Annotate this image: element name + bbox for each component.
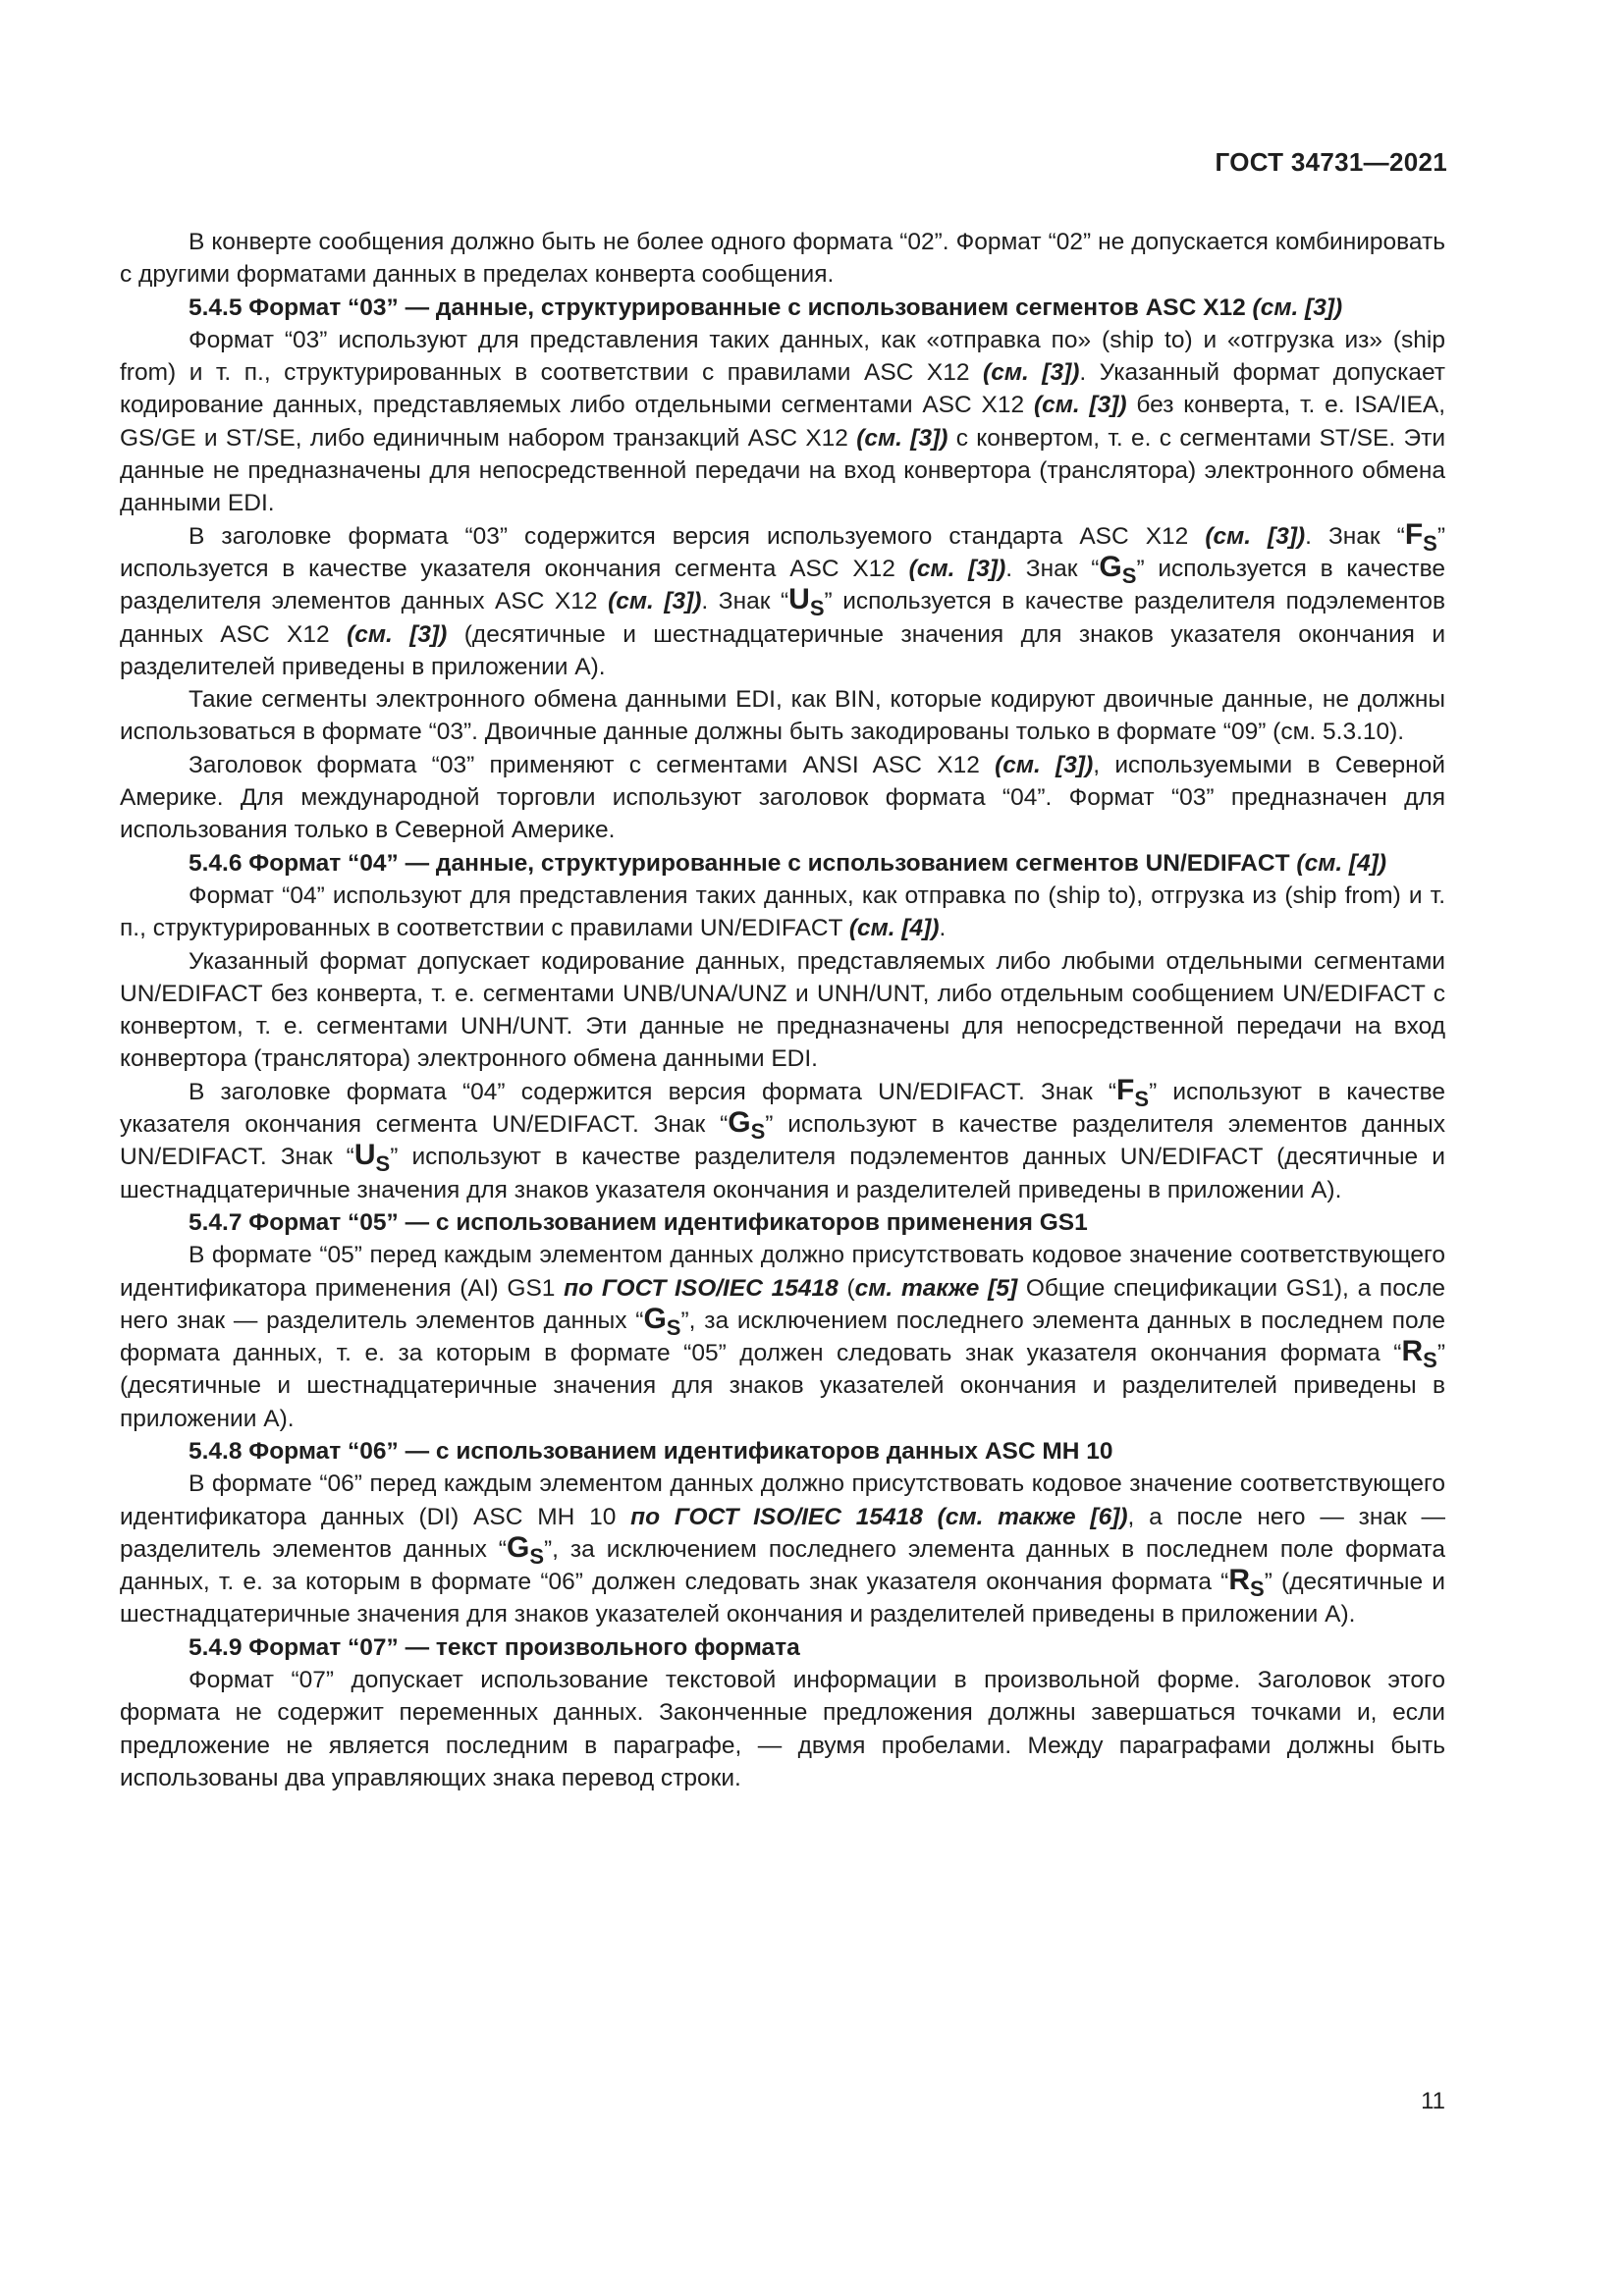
body-paragraph — [120, 749, 1445, 847]
text-run: , а после него — знак — разделитель элементов данных “ — [120, 1503, 1445, 1563]
text-run: В заголовке формата “03” содержится версия используемого стандарта ASC X12 — [189, 522, 1206, 550]
text-run: В конверте сообщения должно быть не более одного формата “02”. Формат “02” не допускается комбинировать с другими форматами данных в пределах конверта сообщения. — [120, 229, 1445, 289]
text-run: , используемыми в Северной Америке. Для международной торговли используют заголовок формата “04”. Формат “03” предназначен для использования только в Северной Америке. — [120, 751, 1445, 844]
body-paragraph — [120, 683, 1445, 749]
text-run: Формат “04” используют для представления таких данных, как отправка по (ship to), отгрузка из (ship from) и т. п., структурированных в соответствии с правилами UN/EDIFACT — [120, 881, 1445, 942]
text-run: ” используют в качестве разделителя элементов данных UN/EDIFACT. Знак “ — [120, 1111, 1445, 1171]
reference-emphasis: (см. [3]) — [1033, 392, 1127, 419]
control-character-letter: R — [1228, 1564, 1250, 1597]
body-paragraph — [120, 1664, 1445, 1794]
text-run: . Знак “ — [1305, 522, 1405, 550]
section-heading — [120, 1435, 1445, 1468]
body-paragraph — [120, 324, 1445, 520]
text-run: 5.4.8 Формат “06” — с использованием идентификаторов данных ASC MH 10 — [189, 1437, 1113, 1465]
body-paragraph — [120, 1239, 1445, 1435]
text-run: . Знак “ — [1005, 555, 1100, 582]
control-character-letter: G — [643, 1302, 667, 1335]
reference-emphasis: (см. [3]) — [908, 555, 1006, 582]
control-character-letter: G — [1099, 550, 1122, 583]
reference-emphasis: (см. [3]) — [995, 751, 1094, 778]
text-run: В формате “06” перед каждым элементом данных должно присутствовать кодовое значение соответствующего идентификатора данных (DI) ASC MH 10 — [120, 1470, 1445, 1530]
control-character-subscript: S — [1250, 1576, 1265, 1602]
control-character-symbol — [1099, 550, 1137, 588]
section-heading — [120, 847, 1445, 880]
standard-designation: ГОСТ 34731—2021 — [1215, 147, 1447, 177]
text-run: Заголовок формата “03” применяют с сегментами ANSI ASC X12 — [189, 751, 996, 778]
control-character-letter: F — [1116, 1073, 1135, 1106]
text-run: ( — [838, 1274, 855, 1302]
body-paragraph — [120, 945, 1445, 1076]
control-character-subscript: S — [1423, 1348, 1437, 1373]
body-paragraph — [120, 226, 1445, 292]
page-number: 11 — [1421, 2088, 1445, 2114]
control-character-subscript: S — [666, 1314, 681, 1340]
text-run: ” (десятичные и шестнадцатеричные значения для знаков указателей окончания и разделителей приведены в приложении А). — [120, 1340, 1445, 1432]
text-run: (десятичные и шестнадцатеричные значения для знаков указателя окончания и разделителей приведены в приложении А). — [120, 620, 1446, 680]
control-character-symbol — [353, 1139, 391, 1177]
text-run: . Указанный формат допускает кодирование данных, представляемых либо отдельными сегментами ASC X12 — [120, 359, 1445, 419]
text-run: ”, за исключением последнего элемента данных в последнем поле формата данных, т. е. за которым в формате “06” должен следовать знак указателя окончания формата “ — [120, 1535, 1445, 1596]
text-run: . Знак “ — [701, 588, 789, 615]
text-run: Формат “03” используют для представления таких данных, как «отправка по» (ship to) и «отгрузка из» (ship from) и т. п., структурированных в соответствии с правилами ASC X12 — [120, 326, 1445, 387]
text-run: Такие сегменты электронного обмена данными EDI, как BIN, которые кодируют двоичные данные, не должны использоваться в формате “03”. Двоичные данные должны быть закодированы только в формате “09” (см. 5.3.10). — [120, 686, 1445, 746]
text-run: 5.4.5 Формат “03” — данные, структурированные с использованием сегментов ASC X12 — [189, 294, 1253, 321]
body-paragraph — [120, 1073, 1445, 1206]
text-run: 5.4.7 Формат “05” — с использованием идентификаторов применения GS1 — [189, 1208, 1088, 1236]
reference-emphasis: (см. [3]) — [1252, 294, 1343, 321]
control-character-subscript: S — [1121, 562, 1137, 588]
reference-emphasis: см. также [5] — [854, 1274, 1018, 1302]
control-character-subscript: S — [1423, 530, 1437, 556]
text-run: Формат “07” допускает использование текстовой информации в произвольной форме. Заголовок этого формата не содержит переменных данных. Законченные предложения должны завершаться точками и, если предложение не является последним в параграфе, — двумя пробелами. Между параграфами должны быть использованы два управляющих знака перевод строки. — [120, 1667, 1445, 1791]
control-character-letter: G — [728, 1106, 751, 1140]
text-run: ” используется в качестве указателя окончания сегмента ASC X12 — [120, 522, 1445, 582]
control-character-symbol — [506, 1530, 544, 1569]
control-character-symbol — [788, 583, 825, 621]
reference-emphasis: (см. [3]) — [1205, 522, 1306, 550]
text-run: В формате “05” перед каждым элементом данных должно присутствовать кодовое значение соответствующего идентификатора применения (AI) GS1 — [120, 1242, 1445, 1302]
text-run: ” (десятичные и шестнадцатеричные значения для знаков указателей окончания и разделителей приведены в приложении А). — [120, 1569, 1445, 1629]
reference-emphasis: (см. [4]) — [1296, 849, 1387, 877]
reference-emphasis: (см. [3]) — [983, 359, 1080, 387]
control-character-letter: U — [788, 583, 810, 616]
reference-emphasis: (см. [3]) — [347, 620, 448, 648]
body-paragraph — [120, 880, 1445, 945]
text-run: ” используется в качестве разделителя элементов данных ASC X12 — [120, 555, 1445, 615]
reference-emphasis: (см. [3]) — [608, 588, 702, 615]
text-run: В заголовке формата “04” содержится версия формата UN/EDIFACT. Знак “ — [189, 1078, 1117, 1105]
control-character-letter: R — [1401, 1335, 1424, 1368]
text-run: ” используют в качестве указателя окончания сегмента UN/EDIFACT. Знак “ — [120, 1078, 1445, 1139]
control-character-subscript: S — [529, 1543, 544, 1569]
control-character-letter: G — [506, 1530, 530, 1564]
text-run: 5.4.6 Формат “04” — данные, структурированные с использованием сегментов UN/EDIFACT — [189, 849, 1297, 877]
reference-emphasis: по ГОСТ ISO/IEC 15418 (см. также [6]) — [630, 1503, 1128, 1530]
reference-emphasis: по ГОСТ ISO/IEC 15418 — [564, 1274, 839, 1302]
control-character-subscript: S — [1134, 1086, 1150, 1111]
control-character-symbol — [1116, 1073, 1150, 1111]
section-heading — [120, 1206, 1445, 1239]
control-character-subscript: S — [375, 1151, 391, 1177]
text-run: ” используется в качестве разделителя подэлементов данных ASC X12 — [120, 588, 1445, 648]
control-character-letter: U — [353, 1139, 376, 1172]
body-paragraph — [120, 1468, 1445, 1630]
reference-emphasis: (см. [3]) — [856, 424, 948, 452]
text-run: с конвертом, т. е. с сегментами ST/SE. Эти данные не предназначены для непосредственной передачи на вход конвертора (транслятора) электронного обмена данными EDI. — [120, 424, 1446, 517]
document-body — [120, 226, 1445, 1794]
text-run: ”, за исключением последнего элемента данных в последнем поле формата данных, т. е. за которым в формате “05” должен следовать знак указателя окончания формата “ — [120, 1307, 1445, 1367]
text-run: ” используют в качестве разделителя подэлементов данных UN/EDIFACT (десятичные и шестнадцатеричные значения для знаков указателя окончания и разделителей приведены в приложении А). — [120, 1144, 1445, 1203]
text-run: Указанный формат допускает кодирование данных, представляемых либо любыми отдельными сегментами UN/EDIFACT без конверта, т. е. сегментами UNB/UNA/UNZ и UNH/UNT, либо отдельным сообщением UN/EDIFACT с конвертом, т. е. сегментами UNH/UNT. Эти данные не предназначены для непосредственной передачи на вход конвертора (транслятора) электронного обмена данными EDI. — [120, 947, 1445, 1073]
control-character-subscript: S — [750, 1119, 766, 1145]
control-character-symbol — [1228, 1564, 1265, 1602]
control-character-subscript: S — [809, 596, 825, 621]
control-character-symbol — [1401, 1335, 1437, 1373]
control-character-symbol — [1404, 517, 1437, 556]
text-run: без конверта, т. е. ISA/IEA, GS/GE и ST/SE, либо единичным набором транзакций ASC X12 — [120, 392, 1446, 452]
text-run: 5.4.9 Формат “07” — текст произвольного формата — [189, 1633, 800, 1661]
control-character-symbol — [643, 1302, 681, 1340]
text-run: Общие спецификации GS1), а после него знак — разделитель элементов данных “ — [120, 1274, 1445, 1334]
section-heading — [120, 1631, 1445, 1664]
text-run: . — [939, 915, 947, 942]
control-character-letter: F — [1404, 517, 1424, 551]
section-heading — [120, 292, 1445, 324]
body-paragraph — [120, 517, 1446, 683]
reference-emphasis: (см. [4]) — [848, 915, 940, 942]
control-character-symbol — [728, 1106, 766, 1145]
